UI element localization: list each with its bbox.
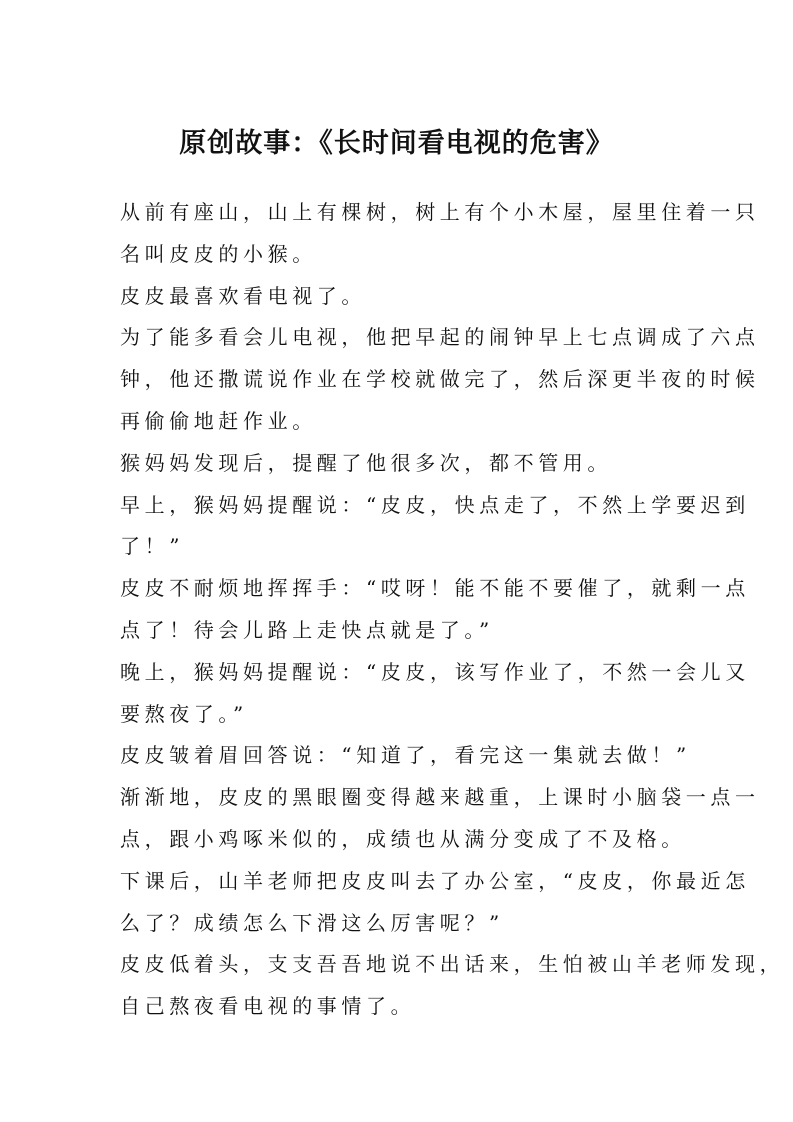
text-line: 自己熬夜看电视的事情了。: [120, 994, 416, 1019]
text-line: 点了！待会儿路上走快点就是了。”: [120, 617, 494, 642]
paragraph: [120, 568, 750, 652]
text-line: 下课后，山羊老师把皮皮叫去了办公室，“皮皮，你最近怎: [120, 868, 750, 893]
document-title: 原创故事：《长时间看电视的危害》: [179, 128, 614, 159]
text-line: 再偷偷地赶作业。: [120, 408, 317, 433]
paragraph: [120, 652, 750, 736]
text-line: 晚上，猴妈妈提醒说：“皮皮，该写作业了，不然一会儿又: [120, 659, 750, 684]
text-line: 钟，他还撒谎说作业在学校就做完了，然后深更半夜的时候: [120, 367, 760, 392]
paragraph: [120, 777, 760, 861]
paragraph: [120, 485, 750, 569]
text-line: 要熬夜了。”: [120, 701, 248, 726]
paragraph: [120, 276, 680, 318]
paragraph: [120, 861, 750, 945]
paragraph: [120, 735, 691, 777]
text-line: 皮皮低着头，支支吾吾地说不出话来，生怕被山羊老师发现，: [120, 952, 785, 977]
text-line: 皮皮皱着眉回答说：“知道了，看完这一集就去做！”: [120, 743, 691, 768]
text-line: 猴妈妈发现后，提醒了他很多次，都不管用。: [120, 450, 612, 475]
text-line: 为了能多看会儿电视，他把早起的闹钟早上七点调成了六点: [120, 325, 760, 350]
text-line: 点，跟小鸡啄米似的，成绩也从满分变成了不及格。: [120, 826, 686, 851]
text-line: 皮皮最喜欢看电视了。: [120, 283, 366, 308]
paragraph: [120, 443, 680, 485]
paragraph: [120, 317, 760, 442]
text-line: 皮皮不耐烦地挥挥手：“哎呀！能不能不要催了，就剩一点: [120, 576, 750, 601]
story-body: [120, 192, 785, 1028]
text-line: 了！”: [120, 534, 185, 559]
paragraph: [120, 192, 760, 276]
text-line: 名叫皮皮的小猴。: [120, 241, 317, 266]
text-line: 么了？成绩怎么下滑这么厉害呢？”: [120, 910, 504, 935]
paragraph: [120, 944, 785, 1028]
text-line: 早上，猴妈妈提醒说：“皮皮，快点走了，不然上学要迟到: [120, 492, 750, 517]
text-line: 渐渐地，皮皮的黑眼圈变得越来越重，上课时小脑袋一点一: [120, 785, 760, 810]
text-line: 从前有座山，山上有棵树，树上有个小木屋，屋里住着一只: [120, 200, 760, 224]
